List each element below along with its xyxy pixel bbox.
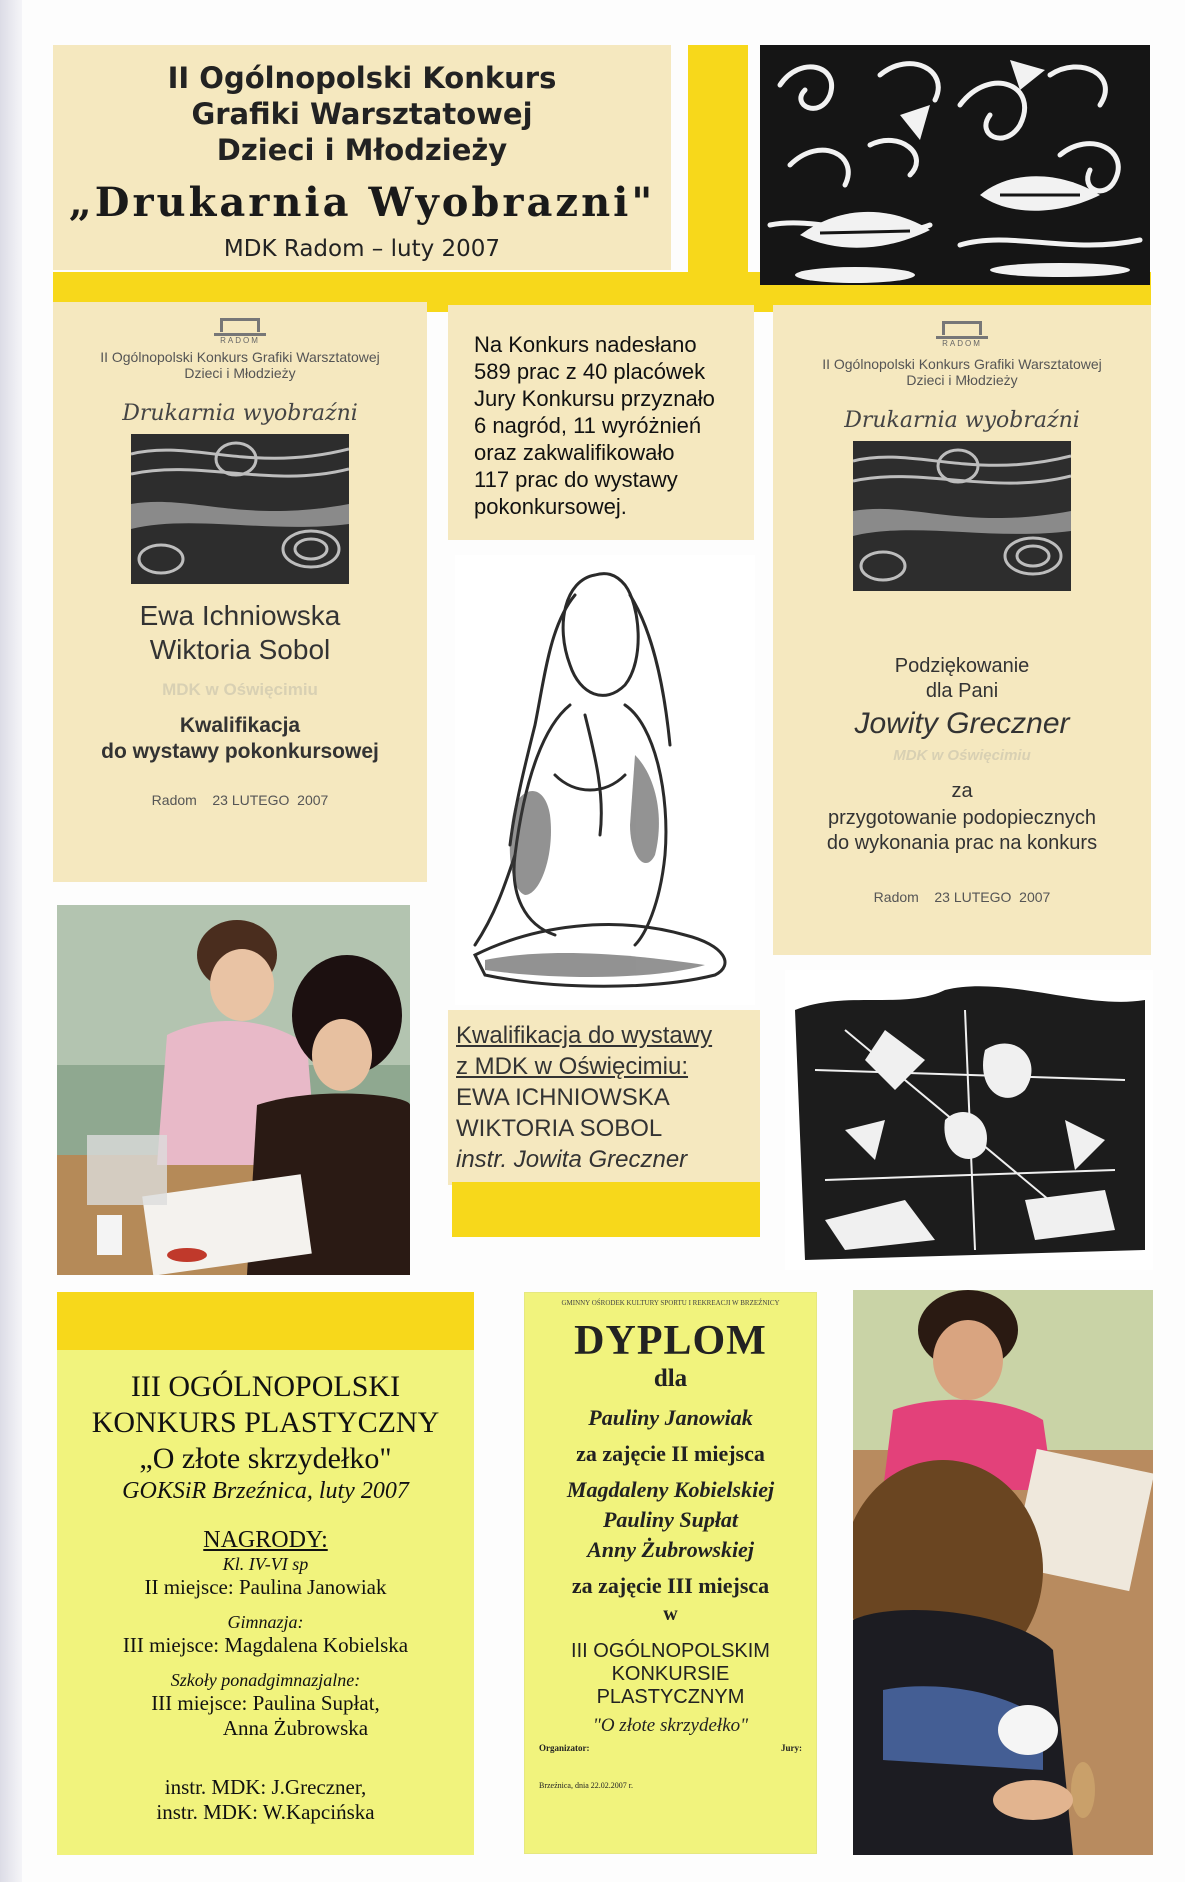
diploma-header: GMINNY OŚRODEK KULTURY SPORTU I REKREACJI W BRZEŹNICY — [561, 1299, 780, 1307]
contest3-title1: III OGÓLNOPOLSKI — [130, 1370, 401, 1403]
diploma-name2: Magdaleny Kobielskiej — [566, 1477, 775, 1502]
qual-line1: Kwalifikacja do wystawy — [456, 1022, 713, 1049]
stats-line1: Na Konkurs nadesłano — [474, 332, 697, 357]
contest3-cat2: Gimnazja: — [227, 1612, 304, 1632]
qual-line2: z MDK w Oświęcimiu: — [456, 1053, 689, 1080]
diploma-contest1: III OGÓLNOPOLSKIM — [571, 1640, 770, 1662]
header-line2: Grafiki Warsztatowej — [191, 97, 533, 131]
diploma-jury-label: Jury: — [781, 1743, 802, 1753]
photo-students-printmaking-right — [853, 1290, 1153, 1855]
mdk-logo-icon — [214, 314, 266, 336]
contest3-announcement — [57, 1350, 474, 1855]
photo-students-right-graphic — [853, 1290, 1153, 1855]
diploma — [524, 1292, 817, 1854]
cert-name1: Ewa Ichniowska — [139, 600, 341, 631]
stats-line7: pokonkursowej. — [474, 494, 627, 519]
contest3-awards-header: NAGRODY: — [203, 1527, 328, 1553]
header-line1: II Ogólnopolski Konkurs — [167, 61, 557, 95]
sitting-girl-sketch — [455, 555, 755, 1005]
woodcut-graphic-left — [131, 434, 349, 584]
diploma-place1: za zajęcie II miejsca — [576, 1441, 765, 1466]
diploma-dla: dla — [653, 1365, 688, 1392]
qual-line5: instr. Jowita Greczner — [456, 1146, 688, 1173]
diploma-organizer-label: Organizator: — [539, 1743, 590, 1753]
logo-caption-right: RADOM — [942, 339, 982, 348]
diploma-name1: Pauliny Janowiak — [588, 1405, 753, 1430]
diploma-place2: za zajęcie III miejsca — [571, 1573, 770, 1598]
stats-line4: 6 nagród, 11 wyróżnień — [474, 413, 702, 438]
diploma-contest-name: "O złote skrzydełko" — [592, 1715, 749, 1736]
woodcut-eye-graphic-right — [853, 441, 1071, 591]
qual-line3: EWA ICHNIOWSKA — [456, 1084, 670, 1111]
accent-bar-contest3 — [57, 1292, 474, 1352]
contest3-cat1: Kl. IV-VI sp — [222, 1554, 309, 1574]
accent-bar-qualification — [452, 1182, 760, 1237]
diploma-date: Brzeźnica, dnia 22.02.2007 r. — [539, 1781, 633, 1790]
linocut-leaves-print — [785, 970, 1153, 1270]
contest3-cat2-winner: III miejsce: Magdalena Kobielska — [122, 1633, 409, 1657]
header-banner — [53, 45, 671, 270]
linocut-leaves-graphic — [785, 970, 1153, 1270]
cert-thanks1: Podziękowanie — [894, 655, 1030, 677]
mdk-logo-icon-right — [936, 317, 988, 339]
cert-right-contest-line2: Dzieci i Młodzieży — [906, 372, 1018, 388]
diploma-w: w — [663, 1603, 678, 1625]
contest3-instr2: instr. MDK: W.Kapcińska — [156, 1800, 375, 1824]
cert-place-date: Radom 23 LUTEGO 2007 — [151, 792, 329, 808]
stats-line6: 117 prac do wystawy — [474, 467, 678, 492]
certificate-right — [773, 305, 1151, 955]
diploma-contest2: KONKURSIE — [611, 1663, 730, 1685]
contest3-title3: „O złote skrzydełko" — [139, 1442, 392, 1475]
cert-thanks2: dla Pani — [925, 680, 999, 702]
cert-right-name: Jowity Greczner — [854, 707, 1070, 740]
contest3-cat1-winner: II miejsce: Paulina Janowiak — [144, 1575, 387, 1599]
cert-award2: do wystawy pokonkursowej — [101, 740, 379, 763]
cert-institution: MDK w Oświęcimiu — [162, 680, 318, 699]
cert-name2: Wiktoria Sobol — [149, 634, 331, 665]
girl-drawing-print — [455, 555, 755, 1005]
contest3-title2: KONKURS PLASTYCZNY — [91, 1406, 440, 1439]
certificate-left — [53, 302, 427, 882]
contest3-instr1: instr. MDK: J.Greczner, — [164, 1775, 367, 1799]
contest3-cat3-winner1: III miejsce: Paulina Supłat, — [151, 1691, 380, 1715]
cert-reason2: do wykonania prac na konkurs — [826, 832, 1098, 854]
photo-students-printmaking-left — [57, 905, 410, 1275]
woodcut-graphic-right — [853, 441, 1071, 591]
cert-reason1: przygotowanie podopiecznych — [828, 807, 1096, 829]
cert-contest-line: II Ogólnopolski Konkurs Grafiki Warsztatowej — [100, 349, 380, 365]
contest3-org: GOKSiR Brzeźnica, luty 2007 — [122, 1478, 409, 1504]
diploma-signatures — [525, 1743, 816, 1753]
diploma-name4: Anny Żubrowskiej — [587, 1537, 754, 1562]
cert-contest-line2: Dzieci i Młodzieży — [184, 365, 296, 381]
accent-bar-vertical-top — [688, 45, 748, 275]
page-spine — [0, 0, 22, 1882]
cert-right-script-title: Drukarnia wyobraźni — [844, 408, 1080, 433]
cert-right-contest-line: II Ogólnopolski Konkurs Grafiki Warsztatowej — [822, 356, 1102, 372]
logo-caption: RADOM — [220, 336, 260, 345]
cert-award1: Kwalifikacja — [179, 714, 301, 737]
woodcut-eye-graphic — [131, 434, 349, 584]
cert-right-institution: MDK w Oświęcimiu — [893, 747, 1031, 764]
stats-line2: 589 prac z 40 placówek — [474, 359, 706, 384]
header-title: „Drukarnia Wyobrazni" — [68, 179, 656, 226]
diploma-name3: Pauliny Supłat — [602, 1507, 739, 1532]
linocut-birds-print — [760, 45, 1150, 285]
photo-students-graphic — [57, 905, 410, 1275]
stats-line3: Jury Konkursu przyznało — [474, 386, 715, 411]
diploma-title: DYPLOM — [574, 1318, 767, 1364]
header-line3: Dzieci i Młodzieży — [216, 133, 508, 167]
header-subtitle: MDK Radom – luty 2007 — [223, 236, 501, 262]
qual-line4: WIKTORIA SOBOL — [456, 1115, 663, 1142]
contest3-cat3-winner2: Anna Żubrowska — [222, 1716, 369, 1740]
contest3-cat3: Szkoły ponadgimnazjalne: — [170, 1670, 361, 1690]
stats-note — [448, 305, 754, 540]
qualification-note — [448, 1010, 760, 1185]
cert-right-place-date: Radom 23 LUTEGO 2007 — [873, 889, 1051, 905]
linocut-birds-graphic — [760, 45, 1150, 285]
cert-script-title: Drukarnia wyobraźni — [122, 401, 358, 426]
diploma-contest3: PLASTYCZNYM — [596, 1686, 745, 1708]
stats-line5: oraz zakwalifikowało — [474, 440, 675, 465]
cert-za: za — [951, 780, 973, 802]
